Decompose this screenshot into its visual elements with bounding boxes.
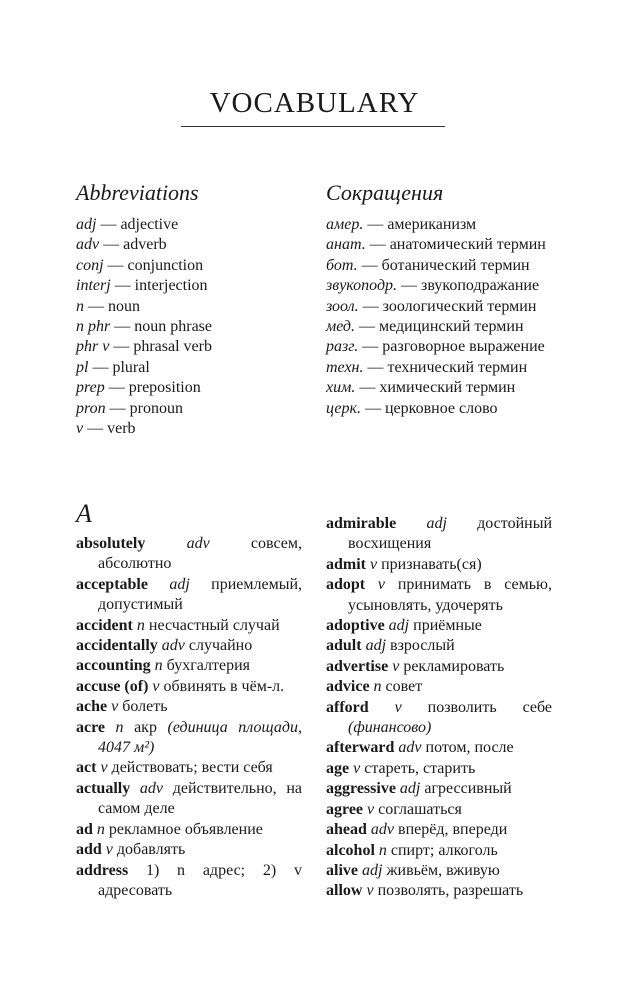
translation: случайно: [188, 637, 253, 655]
vocabulary-entry: [326, 820, 552, 840]
abbreviation: phr v: [76, 338, 110, 356]
abbreviation-dash: —: [103, 256, 128, 274]
abbreviation: pl: [76, 358, 89, 376]
part-of-speech: adj: [362, 861, 383, 879]
headword: aggressive: [326, 780, 396, 798]
abbreviation-dash: —: [110, 318, 135, 336]
headword: accidentally: [76, 637, 158, 655]
translation: совсем, абсолютно: [98, 535, 303, 573]
vocabulary-entry: [76, 779, 302, 820]
vocabulary-entry: [76, 616, 302, 636]
translation: достойный восхищения: [348, 515, 552, 553]
abbreviation-row: [326, 378, 546, 398]
abbreviation-row: [76, 358, 212, 378]
vocabulary-entry: [76, 840, 302, 860]
abbreviation-dash: —: [397, 277, 422, 295]
abbreviation: анат.: [326, 236, 366, 254]
abbreviation-row: [326, 337, 546, 357]
part-of-speech: v: [392, 657, 400, 675]
part-of-speech: adj: [399, 780, 421, 798]
vocabulary-column-left: [76, 534, 302, 901]
abbreviation-meaning: plural: [112, 358, 150, 376]
part-of-speech: v: [111, 698, 119, 716]
headword: act: [76, 759, 97, 777]
abbreviation: хим.: [326, 379, 356, 397]
abbreviations-heading-en: Abbreviations: [76, 180, 199, 205]
translation: принимать в семью, усыновлять, удочерять: [348, 576, 552, 614]
abbreviation-meaning: adjective: [120, 216, 179, 233]
part-of-speech: adv: [370, 821, 395, 839]
translation: стареть, старить: [364, 759, 476, 777]
abbreviation-row: [76, 399, 212, 419]
headword: afford: [326, 698, 369, 716]
abbreviation: n: [76, 297, 84, 315]
abbreviation: pron: [76, 399, 106, 417]
abbreviation-dash: —: [88, 358, 113, 376]
part-of-speech: adv: [161, 637, 185, 655]
part-of-speech: n: [154, 657, 163, 675]
headword: afterward: [326, 739, 395, 757]
abbreviation: бот.: [326, 256, 358, 274]
abbreviation: conj: [76, 256, 104, 274]
abbreviation-dash: —: [110, 277, 135, 295]
translation: позволять, разрешать: [377, 882, 524, 900]
translation: рекламировать: [403, 657, 505, 675]
part-of-speech: v: [366, 882, 374, 900]
headword: adoptive: [326, 617, 385, 635]
abbreviation: adv: [76, 236, 100, 254]
abbreviation: v: [76, 420, 84, 438]
abbreviation-meaning: разговорное выражение: [382, 338, 545, 356]
abbreviation-meaning: noun phrase: [134, 318, 212, 336]
part-of-speech: v: [367, 800, 375, 818]
part-of-speech: v: [377, 576, 386, 594]
abbreviation-row: [76, 297, 212, 317]
translation: приемлемый, допустимый: [98, 575, 302, 614]
part-of-speech: adj: [169, 575, 190, 593]
headword: add: [76, 841, 102, 859]
headword: admit: [326, 555, 366, 573]
vocabulary-entry: [76, 677, 302, 697]
vocabulary-entry: [326, 555, 552, 575]
vocabulary-entry: [326, 514, 552, 555]
letter-heading: A: [76, 499, 92, 528]
headword: acre: [76, 718, 106, 736]
vocabulary-entry: [326, 738, 552, 758]
abbreviation-row: [76, 337, 212, 357]
part-of-speech: n: [115, 718, 124, 736]
vocabulary-entry: [326, 861, 552, 881]
abbreviation-row: [326, 215, 546, 235]
abbreviation-row: [76, 276, 212, 296]
abbreviations-heading-ru: Сокращения: [326, 180, 444, 205]
abbreviation-meaning: звукоподражание: [421, 277, 540, 295]
translation: соглашаться: [378, 800, 462, 818]
part-of-speech: n: [378, 841, 387, 859]
part-of-speech: v: [105, 841, 113, 859]
abbreviation-dash: —: [83, 420, 108, 438]
abbreviations-list-en: [76, 215, 212, 439]
part-of-speech: adv: [139, 779, 164, 797]
abbreviation-meaning: phrasal verb: [133, 338, 212, 356]
abbreviation: разг.: [326, 338, 359, 356]
abbreviation: n phr: [76, 318, 111, 336]
abbreviation-dash: —: [84, 297, 108, 315]
part-of-speech: v: [353, 759, 361, 777]
headword: agree: [326, 800, 364, 818]
usage-note: (финансово): [348, 719, 432, 737]
headword: admirable: [326, 515, 397, 532]
abbreviation-meaning: ботанический термин: [381, 256, 530, 274]
headword: ad: [76, 820, 93, 838]
headword: accuse (of): [76, 677, 149, 695]
abbreviation-meaning: noun: [108, 297, 140, 315]
vocabulary-entry: [326, 881, 552, 901]
vocabulary-entry: [326, 636, 552, 656]
title-divider: [181, 126, 445, 127]
vocabulary-entry: [76, 534, 302, 575]
usage-note: (единица площади, 4047 м²): [98, 718, 303, 757]
headword: absolutely: [76, 535, 146, 552]
abbreviation-row: [76, 378, 212, 398]
abbreviation-row: [326, 297, 546, 317]
headword: advice: [326, 678, 370, 696]
vocabulary-entry: [76, 718, 302, 759]
page-title: VOCABULARY: [209, 87, 420, 119]
vocabulary-column-right: [326, 514, 552, 902]
translation: признавать(ся): [381, 555, 482, 573]
translation: добавлять: [116, 841, 186, 859]
abbreviation-row: [326, 399, 546, 419]
abbreviation-row: [76, 235, 212, 255]
headword: accounting: [76, 657, 151, 675]
abbreviation-dash: —: [99, 236, 124, 254]
part-of-speech: adj: [365, 637, 387, 655]
part-of-speech: n: [96, 820, 105, 838]
abbreviation: prep: [76, 379, 105, 397]
abbreviation-dash: —: [358, 338, 383, 356]
abbreviation-meaning: анатомический термин: [389, 236, 546, 254]
abbreviation-dash: —: [104, 379, 129, 397]
translation: совет: [385, 678, 423, 696]
abbreviation-meaning: preposition: [128, 379, 201, 397]
abbreviation-meaning: verb: [107, 420, 136, 438]
abbreviation-row: [76, 317, 212, 337]
headword: acceptable: [76, 575, 148, 593]
part-of-speech: v: [152, 677, 160, 695]
abbreviation-meaning: conjunction: [127, 256, 204, 274]
abbreviation-row: [326, 317, 546, 337]
abbreviation-row: [326, 235, 546, 255]
vocabulary-entry: [326, 575, 552, 616]
vocabulary-entry: [326, 841, 552, 861]
part-of-speech: n: [373, 678, 382, 696]
headword: alive: [326, 861, 358, 879]
abbreviation-dash: —: [365, 236, 390, 254]
abbreviation-dash: —: [357, 256, 382, 274]
abbreviation-meaning: церковное слово: [384, 399, 498, 417]
abbreviation-row: [76, 215, 212, 235]
part-of-speech: v: [370, 555, 378, 573]
vocabulary-entry: [76, 656, 302, 676]
vocabulary-entry: [76, 575, 302, 616]
abbreviation-meaning: химический термин: [379, 379, 516, 397]
abbreviation-dash: —: [355, 379, 380, 397]
headword: alcohol: [326, 841, 375, 859]
translation: действовать; вести себя: [111, 759, 273, 777]
part-of-speech: adv: [186, 535, 210, 552]
abbreviation-row: [326, 276, 546, 296]
part-of-speech: adj: [388, 617, 410, 635]
headword: ache: [76, 698, 108, 716]
translation: взрослый: [390, 637, 455, 655]
abbreviation-dash: —: [105, 399, 130, 417]
abbreviation-meaning: медицинский термин: [379, 318, 524, 336]
abbreviation: зоол.: [326, 297, 359, 315]
translation: действительно, на самом деле: [98, 779, 303, 818]
abbreviation-meaning: pronoun: [129, 399, 183, 417]
vocabulary-entry: [326, 616, 552, 636]
translation: живьём, вживую: [386, 861, 500, 879]
headword: adult: [326, 637, 362, 655]
abbreviation: adj: [76, 216, 97, 233]
abbreviation: церк.: [326, 399, 361, 417]
part-of-speech: adj: [426, 515, 447, 532]
headword: adopt: [326, 576, 366, 594]
abbreviation-meaning: американизм: [387, 216, 477, 233]
vocabulary-entry: [76, 861, 302, 902]
translation: 1) n адрес; 2) v адресовать: [98, 861, 302, 899]
abbreviation-dash: —: [363, 358, 388, 376]
vocabulary-entry: [326, 677, 552, 697]
abbreviation-dash: —: [355, 318, 380, 336]
translation: приёмные: [413, 617, 482, 635]
vocabulary-entry: [76, 636, 302, 656]
headword: accident: [76, 616, 133, 634]
translation: бухгалтерия: [166, 657, 251, 675]
part-of-speech: v: [394, 698, 402, 716]
headword: address: [76, 861, 129, 879]
abbreviation: interj: [76, 277, 111, 295]
translation: несчастный случай: [148, 616, 280, 634]
abbreviation-row: [326, 358, 546, 378]
headword: advertise: [326, 657, 389, 675]
vocabulary-entry: [326, 657, 552, 677]
translation: агрессивный: [424, 780, 512, 798]
translation: вперёд, впереди: [398, 821, 508, 839]
part-of-speech: n: [136, 616, 145, 634]
translation: рекламное объявление: [108, 820, 263, 838]
translation: позволить себе: [427, 698, 553, 716]
vocabulary-entry: [326, 759, 552, 779]
abbreviation-dash: —: [96, 216, 121, 233]
vocabulary-entry: [326, 800, 552, 820]
headword: actually: [76, 779, 131, 797]
vocabulary-entry: [326, 698, 552, 739]
vocabulary-entry: [76, 820, 302, 840]
part-of-speech: adv: [398, 739, 422, 757]
translation: болеть: [122, 698, 168, 716]
abbreviation: мед.: [326, 318, 356, 336]
vocabulary-entry: [76, 758, 302, 778]
abbreviation-row: [326, 256, 546, 276]
translation: акр: [134, 718, 157, 736]
translation: обвинять в чём-л.: [163, 677, 285, 695]
abbreviation-meaning: технический термин: [387, 358, 528, 376]
abbreviation-dash: —: [360, 399, 385, 417]
abbreviation-dash: —: [358, 297, 383, 315]
abbreviation-dash: —: [363, 216, 388, 233]
abbreviation: амер.: [326, 216, 364, 233]
abbreviation: техн.: [326, 358, 364, 376]
abbreviation-meaning: adverb: [123, 236, 167, 254]
translation: потом, после: [425, 739, 514, 757]
headword: age: [326, 759, 350, 777]
headword: allow: [326, 882, 363, 900]
abbreviation-dash: —: [109, 338, 134, 356]
abbreviation-row: [76, 256, 212, 276]
abbreviation-row: [76, 419, 212, 439]
abbreviation: звукоподр.: [326, 277, 398, 295]
vocabulary-entry: [326, 779, 552, 799]
part-of-speech: v: [100, 759, 108, 777]
translation: спирт; алкоголь: [390, 841, 498, 859]
abbreviation-meaning: зоологический термин: [382, 297, 537, 315]
vocabulary-entry: [76, 697, 302, 717]
abbreviations-list-ru: [326, 215, 546, 419]
abbreviation-meaning: interjection: [134, 277, 208, 295]
headword: ahead: [326, 821, 367, 839]
